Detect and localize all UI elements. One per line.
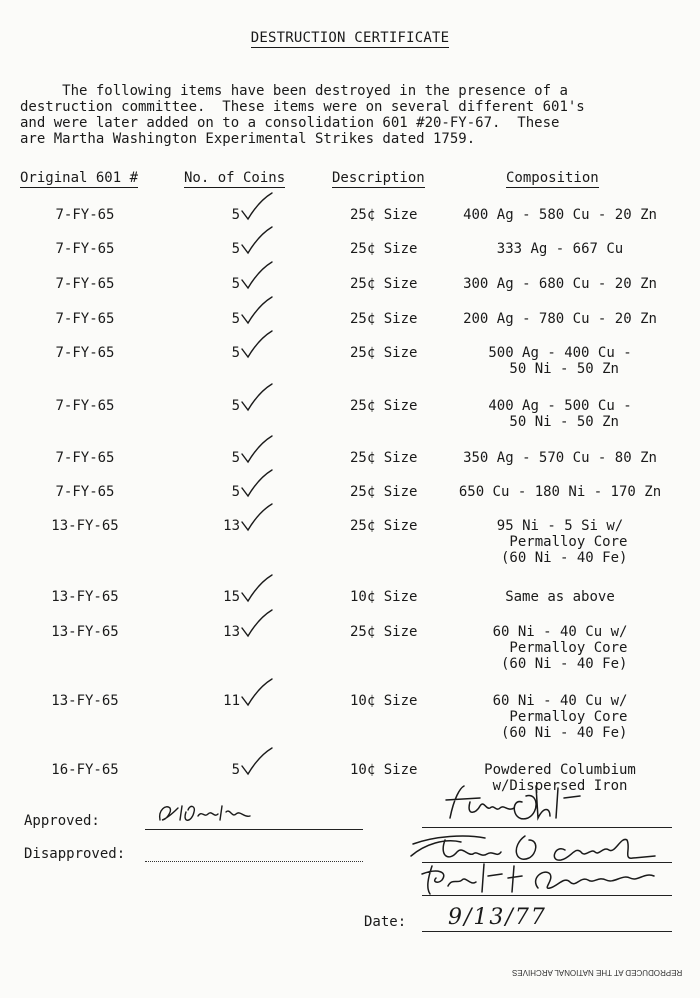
header-description: Description: [332, 170, 425, 186]
composition-cell: 95 Ni - 5 Si w/ Permalloy Core (60 Ni - 40 Fe): [496, 518, 628, 566]
original-601-cell: 7-FY-65: [55, 450, 115, 466]
committee-signature-3: [418, 858, 668, 902]
original-601-cell: 7-FY-65: [55, 484, 115, 500]
checkmark-icon: [240, 295, 276, 325]
date-line: [422, 931, 672, 932]
composition-cell: 200 Ag - 780 Cu - 20 Zn: [463, 311, 657, 327]
checkmark-icon: [240, 677, 276, 707]
header-composition: Composition: [506, 170, 599, 186]
description-cell: 25¢ Size: [350, 311, 418, 327]
coin-count-cell: 5: [231, 398, 240, 414]
composition-cell: Powdered Columbium w/Dispersed Iron: [484, 762, 636, 794]
checkmark-icon: [240, 434, 276, 464]
original-601-cell: 7-FY-65: [55, 398, 115, 414]
coin-count-cell: 5: [231, 450, 240, 466]
composition-cell: 60 Ni - 40 Cu w/ Permalloy Core (60 Ni - 40 Fe): [492, 624, 628, 672]
original-601-cell: 16-FY-65: [51, 762, 119, 778]
description-cell: 25¢ Size: [350, 450, 418, 466]
composition-cell: 350 Ag - 570 Cu - 80 Zn: [463, 450, 657, 466]
checkmark-icon: [240, 225, 276, 255]
checkmark-icon: [240, 329, 276, 359]
coin-count-cell: 13: [223, 518, 240, 534]
header-no-of-coins: No. of Coins: [184, 170, 286, 186]
original-601-cell: 7-FY-65: [55, 276, 115, 292]
description-cell: 25¢ Size: [350, 624, 418, 640]
composition-cell: 400 Ag - 500 Cu - 50 Ni - 50 Zn: [488, 398, 632, 430]
coin-count-cell: 5: [231, 484, 240, 500]
composition-cell: 500 Ag - 400 Cu - 50 Ni - 50 Zn: [488, 345, 632, 377]
original-601-cell: 7-FY-65: [55, 241, 115, 257]
checkmark-icon: [240, 746, 276, 776]
original-601-cell: 7-FY-65: [55, 207, 115, 223]
checkmark-icon: [240, 382, 276, 412]
checkmark-icon: [240, 502, 276, 532]
disapproved-label: Disapproved:: [24, 846, 126, 862]
description-cell: 25¢ Size: [350, 345, 418, 361]
coin-count-cell: 13: [223, 624, 240, 640]
original-601-cell: 13-FY-65: [51, 624, 119, 640]
coin-count-cell: 11: [223, 693, 240, 709]
committee-signature-1: [440, 778, 600, 832]
description-cell: 25¢ Size: [350, 276, 418, 292]
coin-count-cell: 15: [223, 589, 240, 605]
header-original-601: Original 601 #: [20, 170, 139, 186]
description-cell: 10¢ Size: [350, 762, 418, 778]
disapproved-line: [145, 861, 363, 862]
checkmark-icon: [240, 573, 276, 603]
approved-label: Approved:: [24, 813, 100, 829]
coin-count-cell: 5: [231, 276, 240, 292]
composition-cell: 650 Cu - 180 Ni - 170 Zn: [458, 484, 662, 500]
description-cell: 25¢ Size: [350, 484, 418, 500]
archives-footer: REPRODUCED AT THE NATIONAL ARCHIVES: [512, 968, 683, 977]
description-cell: 10¢ Size: [350, 693, 418, 709]
coin-count-cell: 5: [231, 762, 240, 778]
checkmark-icon: [240, 191, 276, 221]
intro-paragraph: The following items have been destroyed in the presence of a destruction committee. These items were on several different 601's and were later added on to a consolidation 601 #20-FY-67. These are Martha Washington Experimental Strikes dated 1759.: [20, 83, 585, 147]
original-601-cell: 13-FY-65: [51, 518, 119, 534]
original-601-cell: 7-FY-65: [55, 345, 115, 361]
date-value: 9/13/77: [448, 905, 547, 930]
coin-count-cell: 5: [231, 345, 240, 361]
approved-signature: [152, 798, 262, 832]
composition-cell: 333 Ag - 667 Cu: [496, 241, 624, 257]
original-601-cell: 7-FY-65: [55, 311, 115, 327]
description-cell: 25¢ Size: [350, 398, 418, 414]
composition-cell: Same as above: [505, 589, 615, 605]
checkmark-icon: [240, 468, 276, 498]
coin-count-cell: 5: [231, 311, 240, 327]
coin-count-cell: 5: [231, 207, 240, 223]
original-601-cell: 13-FY-65: [51, 589, 119, 605]
description-cell: 25¢ Size: [350, 518, 418, 534]
description-cell: 10¢ Size: [350, 589, 418, 605]
original-601-cell: 13-FY-65: [51, 693, 119, 709]
composition-cell: 60 Ni - 40 Cu w/ Permalloy Core (60 Ni - 40 Fe): [492, 693, 628, 741]
checkmark-icon: [240, 608, 276, 638]
checkmark-icon: [240, 260, 276, 290]
coin-count-cell: 5: [231, 241, 240, 257]
description-cell: 25¢ Size: [350, 241, 418, 257]
document-title: DESTRUCTION CERTIFICATE: [250, 30, 450, 46]
composition-cell: 300 Ag - 680 Cu - 20 Zn: [463, 276, 657, 292]
date-label: Date:: [364, 914, 407, 930]
composition-cell: 400 Ag - 580 Cu - 20 Zn: [463, 207, 657, 223]
description-cell: 25¢ Size: [350, 207, 418, 223]
